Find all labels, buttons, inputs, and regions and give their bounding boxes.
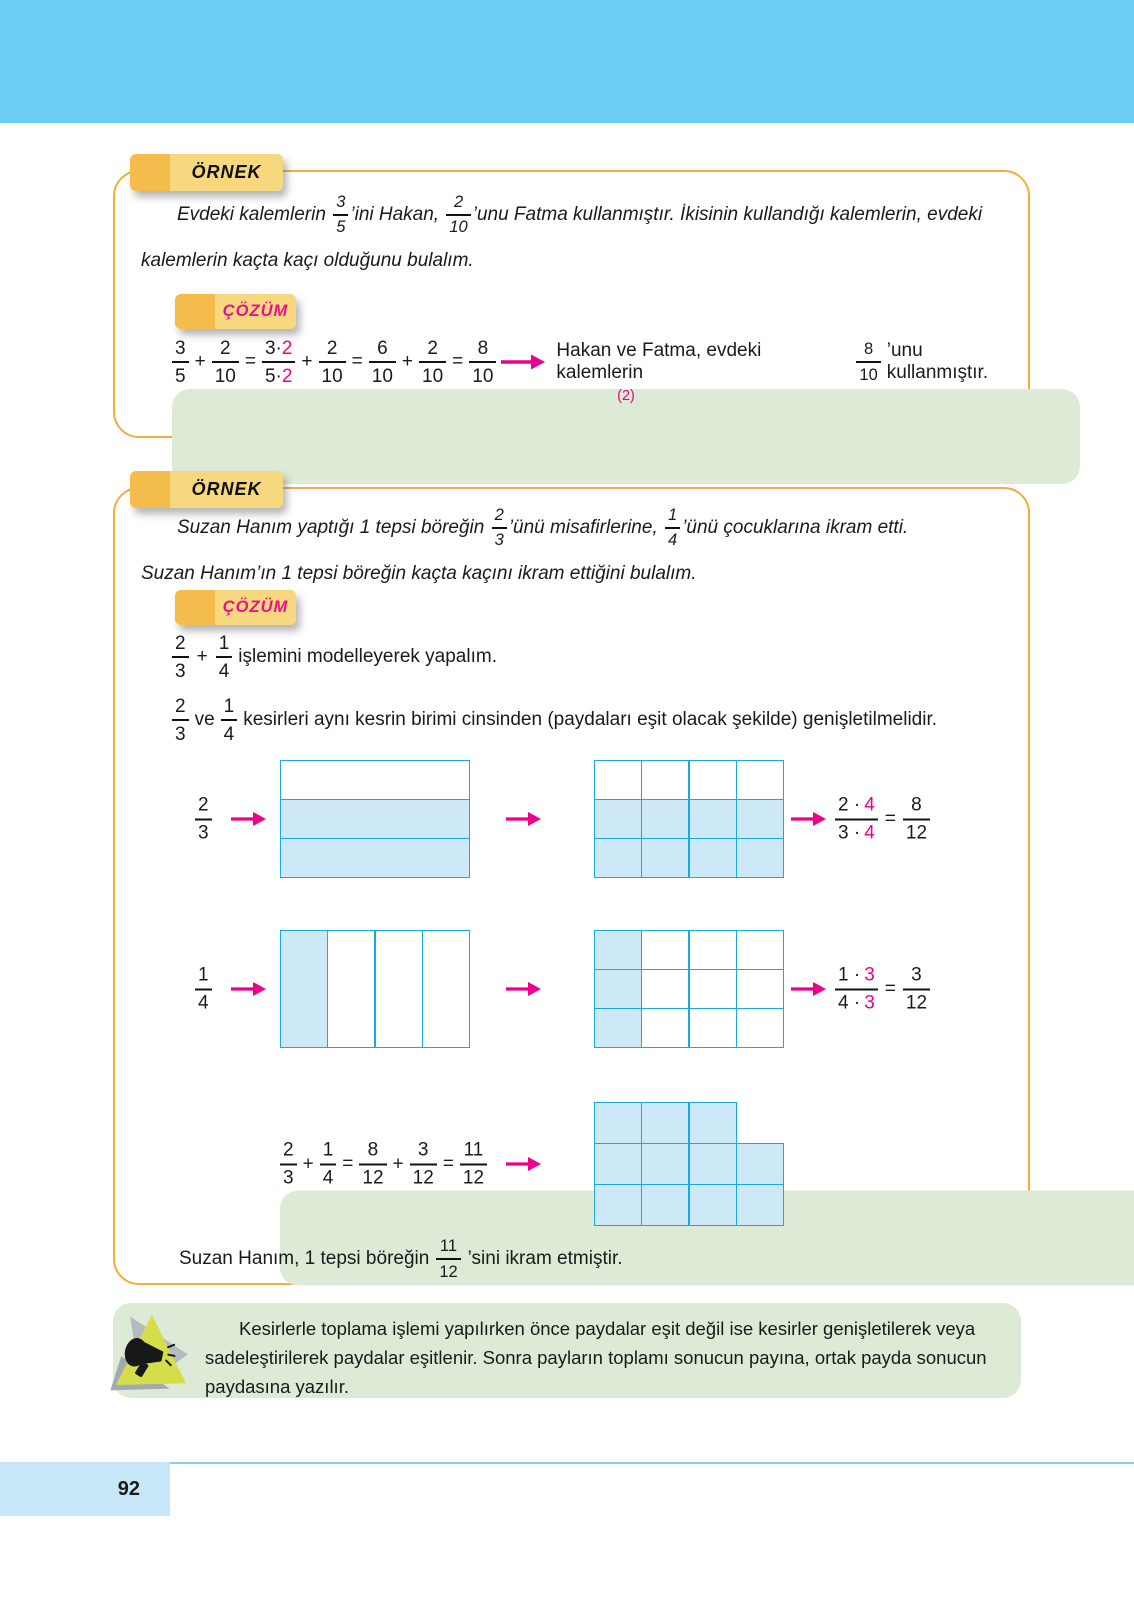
solution-text: işlemini modelleyerek yapalım. [238,646,497,667]
grid-cell [641,1102,689,1144]
denominator: 4 [198,992,209,1014]
denominator: 4 [322,1167,334,1189]
grid-cell [594,838,642,878]
grid-cell [594,760,642,800]
fraction-label [195,966,212,1013]
result-text: Hakan ve Fatma, evdeki kalemlerin [556,340,762,383]
den-multiplier: 4 [864,822,875,844]
fraction [460,1141,487,1188]
denominator: 12 [905,822,928,844]
solution-text: kesirleri aynı kesrin birimi cinsinden (paydaları eşit olacak şekilde) genişletilmelidir. [243,709,938,730]
fraction [216,634,233,681]
grid-cell [594,1008,642,1048]
num-multiplier: 3 [864,964,875,986]
denominator: 12 [905,992,928,1014]
arrow-right-icon [231,810,267,828]
denominator: 12 [439,1262,458,1281]
num-part: 2 · [838,794,861,816]
fraction-expanded [835,796,878,843]
problem-text: Suzan Hanım yaptığı 1 tepsi böreğin [177,517,485,538]
footer-rule [0,1462,1134,1464]
numerator: 11 [460,1141,487,1166]
grid-cell [736,930,784,970]
tag-fold [130,471,170,508]
page-number: 92 [117,1477,140,1500]
numerator: 3 [333,194,348,216]
grid-cell [689,1143,737,1185]
equals-operator: = [244,351,256,372]
numerator: 2 [492,507,507,529]
numerator: 1 [320,1141,337,1166]
grid-cell [594,799,642,839]
model-row-one-fourth [115,930,1028,1048]
fraction-expanded [835,966,878,1013]
grid-cell [736,760,784,800]
example-1-result [556,340,1028,384]
expansion-equation [835,796,930,843]
numerator [835,966,878,991]
grid-cell [422,930,470,1049]
denominator: 3 [494,531,504,550]
denominator: 10 [422,365,444,387]
fraction-label [195,796,212,843]
solution-tag-label: ÇÖZÜM [215,294,296,329]
fraction [172,697,189,744]
denominator: 12 [412,1167,434,1189]
numerator: 2 [172,697,189,722]
fraction [172,634,189,681]
grid-cell [641,1143,689,1185]
numerator: 2 [446,194,470,216]
sum-equation [280,1141,487,1188]
page-number-bar [0,1462,170,1516]
example-1-problem [141,192,1021,284]
den-part: 5· [264,365,282,387]
note-text: Kesirlerle toplama işlemi yapılırken önce paydalar eşit değil ise kesirler genişletilerek veya sadeleştirilerek paydalar eşitlenir. Sonra payların toplamı sonucun payına, ortak payda sonucun paydasına yazılır. [205,1318,987,1397]
grid-cell [736,1008,784,1048]
numerator: 8 [903,796,930,821]
megaphone-icon [105,1303,195,1395]
grid-cell [736,799,784,839]
fraction [280,1141,297,1188]
numerator: 2 [172,634,189,659]
top-banner [0,0,1134,123]
denominator: 3 [175,723,186,745]
grid-cell [280,760,471,800]
solution-2-line-2 [172,694,937,746]
numerator: 1 [665,507,680,529]
numerator: 2 [212,339,239,364]
grid-cell [641,969,689,1009]
grid-cell [689,1102,737,1144]
expansion-note: (2) [172,389,1080,484]
plus-operator: + [392,1153,404,1174]
plus-operator: + [194,351,206,372]
fraction-grid-model [594,760,784,878]
conclusion-text: Suzan Hanım, 1 tepsi böreğin [179,1248,430,1269]
denominator: 12 [362,1167,384,1189]
grid-cell [689,838,737,878]
fraction [903,966,930,1013]
equals-operator: = [884,978,896,999]
grid-cell [736,838,784,878]
fraction [320,1141,337,1188]
denominator: 10 [321,365,343,387]
grid-cell [280,799,471,839]
den-multiplier: 2 [281,365,293,387]
arrow-right-icon [506,1155,542,1173]
example-tag-label: ÖRNEK [170,471,283,508]
problem-text: ’ini Hakan, [350,204,440,225]
denominator: 5 [175,365,186,387]
grid-cell [280,930,328,1049]
example-2-box [113,479,1030,1285]
equals-operator: = [452,351,464,372]
grid-cell [641,1184,689,1226]
solution-text: ve [194,709,215,730]
grid-cell [594,930,642,970]
result-text: ’unu kullanmıştır. [886,340,989,383]
fraction [221,697,238,744]
key-point-note [113,1303,1021,1398]
example-1-tag [130,154,283,191]
plus-operator: + [401,351,414,372]
numerator: 6 [369,339,396,364]
numerator: 8 [856,341,880,363]
solution-1-tag [175,294,296,329]
denominator: 10 [449,218,468,237]
fraction [469,339,496,386]
num-part: 1 · [838,964,861,986]
denominator [835,990,878,1013]
tag-fold [175,590,215,625]
fraction [903,796,930,843]
grid-cell [736,1143,784,1185]
grid-cell [594,969,642,1009]
numerator: 3 [903,966,930,991]
equals-operator: = [342,1153,354,1174]
numerator: 2 [419,339,446,364]
num-part: 3· [264,337,282,359]
denominator: 4 [223,723,235,745]
den-multiplier: 3 [864,992,875,1014]
denominator: 12 [462,1167,485,1189]
fraction [333,194,348,236]
grid-cell [689,969,737,1009]
numerator: 8 [359,1141,386,1166]
numerator: 8 [469,339,496,364]
arrow-right-icon [231,980,267,998]
grid-cell [689,799,737,839]
den-part: 4 · [838,992,861,1014]
numerator: 3 [410,1141,437,1166]
fraction-grid-model [594,930,784,1048]
grid-cell [594,1184,642,1226]
plus-operator: + [196,646,208,667]
fraction [410,1141,437,1188]
equals-operator: = [351,351,363,372]
numerator: 1 [216,634,233,659]
grid-cell [327,930,375,1049]
problem-text: ’unu Fatma kullanmıştır. İkisinin kullandığı kalemlerin, evdeki kalemlerin kaçta kaçı olduğunu bulalım. [141,204,983,271]
arrow-right-icon [791,980,827,998]
fraction [359,1141,386,1188]
grid-cell [375,930,423,1049]
grid-cell [280,838,471,878]
model-row-sum [115,1102,1028,1226]
conclusion-text: ’sini ikram etmiştir. [467,1248,623,1269]
grid-cell [689,760,737,800]
example-2-tag [130,471,283,508]
denominator: 10 [371,365,393,387]
denominator: 5 [336,218,346,237]
grid-cell [689,1008,737,1048]
numerator: 2 [319,339,346,364]
solution-2-tag [175,590,296,625]
grid-cell [641,930,689,970]
denominator [262,363,295,386]
expansion-equation [835,966,930,1013]
fraction [212,339,239,386]
example-1-box [113,162,1030,438]
denominator: 10 [472,365,494,387]
equals-operator: = [442,1153,454,1174]
fraction [492,507,507,549]
grid-cell [594,1143,642,1185]
solution-2-line-1 [172,631,497,683]
solution-tag-label: ÇÖZÜM [215,590,296,625]
model-row-two-thirds [115,760,1028,878]
example-2-conclusion [179,1234,623,1284]
fraction-strip-model [280,760,470,878]
fraction [856,341,880,383]
numerator: 2 [280,1141,297,1166]
arrow-right-icon [506,810,542,828]
numerator [835,796,878,821]
denominator: 3 [198,822,209,844]
denominator: 4 [668,531,678,550]
grid-cell [594,1102,642,1144]
denominator: 4 [218,660,230,682]
grid-cell [736,1184,784,1226]
fraction [369,339,396,386]
problem-text: ’ünü misafirlerine, [508,517,658,538]
problem-text: Evdeki kalemlerin [177,204,326,225]
arrow-right-icon [791,810,827,828]
fraction-expanded [262,339,295,386]
example-2-problem [141,505,921,597]
grid-cell [689,930,737,970]
grid-cell [736,1102,784,1144]
plus-operator: + [301,351,313,372]
fraction [419,339,446,386]
numerator: 1 [221,697,238,722]
arrow-right-icon [506,980,542,998]
tag-fold [130,154,170,191]
numerator: 2 [195,796,212,821]
example-1-equation [172,334,1028,404]
grid-cell [641,799,689,839]
fraction [436,1238,460,1280]
arrow-right-icon [500,353,546,371]
grid-cell [641,1008,689,1048]
denominator: 10 [859,365,878,384]
plus-operator: + [302,1153,314,1174]
fraction-grid-result [594,1102,784,1226]
num-multiplier: 2 [281,337,293,359]
numerator: 11 [436,1238,460,1260]
grid-cell [736,969,784,1009]
denominator [835,820,878,843]
grid-cell [641,838,689,878]
numerator [262,339,295,364]
example-tag-label: ÖRNEK [170,154,283,191]
tag-fold [175,294,215,329]
fraction [319,339,346,386]
grid-cell [689,1184,737,1226]
grid-cell [641,760,689,800]
num-multiplier: 4 [864,794,875,816]
fraction-strip-model [280,930,470,1048]
equals-operator: = [884,808,896,829]
den-part: 3 · [838,822,861,844]
numerator: 1 [195,966,212,991]
fraction [446,194,470,236]
denominator: 10 [214,365,236,387]
denominator: 3 [175,660,186,682]
numerator: 3 [172,339,189,364]
problem-text: ’ünü çocuklarına ikram etti. Suzan Hanım’ın 1 tepsi böreğin kaçta kaçını ikram ettiğini bulalım. [141,517,909,584]
fraction [665,507,680,549]
denominator: 3 [283,1167,294,1189]
